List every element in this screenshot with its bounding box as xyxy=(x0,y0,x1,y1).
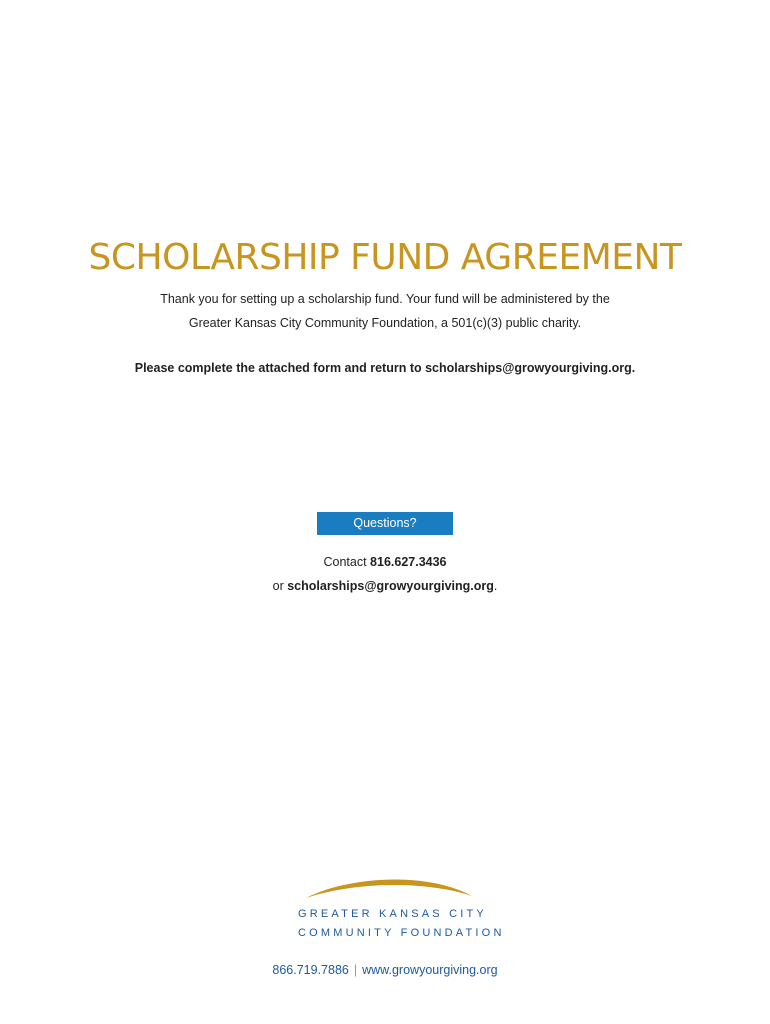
contact-info xyxy=(0,550,770,598)
foundation-logo xyxy=(296,872,505,942)
footer-separator: | xyxy=(353,963,358,977)
intro-line-2: Greater Kansas City Community Foundation, a 501(c)(3) public charity. xyxy=(188,316,582,330)
page-title: SCHOLARSHIP FUND AGREEMENT xyxy=(88,237,682,278)
contact-or: or xyxy=(272,579,288,593)
contact-email-line xyxy=(0,574,770,598)
contact-email-link[interactable]: scholarships@growyourgiving.org xyxy=(287,579,494,593)
footer-website-link[interactable]: www.growyourgiving.org xyxy=(362,963,498,977)
logo-line-2: COMMUNITY FOUNDATION xyxy=(298,927,505,939)
contact-phone-line xyxy=(0,550,770,574)
logo-line-1: GREATER KANSAS CITY xyxy=(298,908,487,920)
arc-logo-icon xyxy=(304,872,474,900)
questions-button[interactable]: Questions? xyxy=(317,512,453,535)
intro-text xyxy=(0,287,770,335)
contact-email-suffix: . xyxy=(493,579,498,593)
footer-phone[interactable]: 866.719.7886 xyxy=(272,963,349,977)
contact-prefix: Contact xyxy=(323,555,371,569)
footer xyxy=(0,960,770,980)
instruction-text: Please complete the attached form and return to scholarships@growyourgiving.org. xyxy=(134,361,636,375)
intro-line-1: Thank you for setting up a scholarship fund. Your fund will be administered by the xyxy=(160,292,610,306)
contact-phone[interactable]: 816.627.3436 xyxy=(370,555,447,569)
